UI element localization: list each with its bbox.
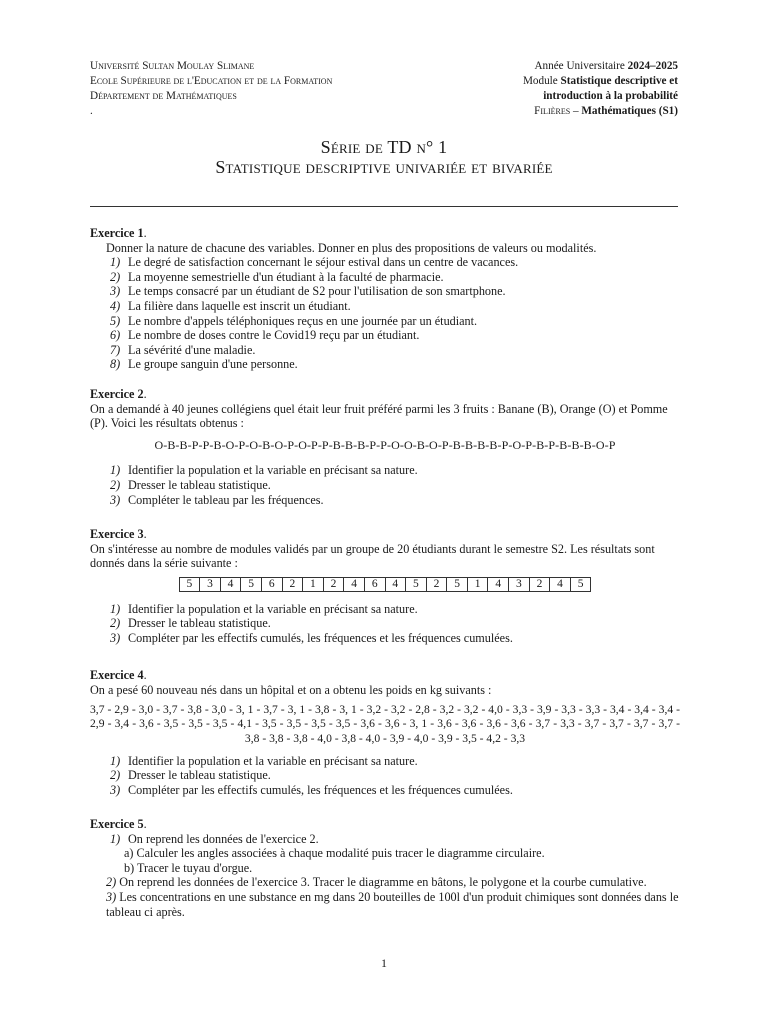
header-dot: . [90, 105, 93, 117]
value-cell: 2 [282, 577, 303, 591]
question-text: Compléter par les effectifs cumulés, les fréquences et les fréquences cumulées. [128, 782, 513, 797]
weights-list: 3,7 - 2,9 - 3,0 - 3,7 - 3,8 - 3,0 - 3, 1 - 3,7 - 3, 1 - 3,8 - 3, 1 - 3,2 - 3,2 - 2,8 - 3,2 - 3,2 - 4,0 - 3,3 - 3,9 - 3,3 - 3,3 - 3,4 - 3,4 - 3,4 - 2,9 - 3,4 - 3,6 - 3,5 - 3,5 - 3,5 - 4,1 - 3,5 - 3,5 - 3,5 - 3,5 - 3,6 - 3,6 - 3, 1 - 3,6 - 3,6 - 3,6 - 3,6 - 3,7 - 3,3 - 3,7 - 3,7 - 3,7 - 3,7 - 3,8 - 3,8 - 3,8 - 4,0 - 3,8 - 4,0 - 3,9 - 4,0 - 3,9 - 3,5 - 4,2 - 3,3 [90, 703, 680, 745]
department-name: Département de Mathématiques [90, 90, 237, 102]
exercise-5 [90, 817, 680, 919]
value-cell: 4 [550, 577, 571, 591]
title-divider [90, 206, 678, 207]
question-number: 5) [110, 313, 121, 328]
question-item [90, 299, 680, 314]
value-cell: 4 [220, 577, 241, 591]
question-text: Identifier la population et la variable en précisant sa nature. [128, 601, 418, 616]
value-cell: 4 [385, 577, 406, 591]
exercise-2-title: Exercice 2. [90, 387, 147, 401]
question-item [90, 270, 680, 285]
series-subtitle: Statistique descriptive univariée et bivariée [215, 157, 553, 177]
exercise-5-item-1a: a) Calculer les angles associées à chaque modalité puis tracer le diagramme circulaire. [124, 846, 545, 861]
value-cell: 5 [447, 577, 468, 591]
question-item [90, 328, 680, 343]
university-name: Université Sultan Moulay Slimane [90, 60, 255, 72]
series-title: Série de TD n° 1 [320, 137, 448, 157]
filiere: Filières – Mathématiques (S1) [534, 105, 678, 117]
question-number: 3) [110, 284, 121, 299]
question-text: Compléter le tableau par les fréquences. [128, 492, 324, 507]
question-number: 6) [110, 328, 121, 343]
value-cell: 5 [241, 577, 262, 591]
question-number: 2) [110, 616, 121, 631]
exercise-1-intro: Donner la nature de chacune des variables. Donner en plus des propositions de valeurs ou modalités. [106, 240, 597, 255]
question-text: Dresser le tableau statistique. [128, 768, 271, 783]
school-name: Ecole Supérieure de l'Education et de la Formation [90, 75, 333, 87]
exercise-4-title: Exercice 4. [90, 668, 147, 682]
question-item [90, 463, 680, 478]
question-text: Compléter par les effectifs cumulés, les fréquences et les fréquences cumulées. [128, 630, 513, 645]
value-cell: 5 [179, 577, 200, 591]
question-text: Dresser le tableau statistique. [128, 616, 271, 631]
value-cell: 3 [200, 577, 221, 591]
question-number: 3) [110, 782, 121, 797]
modules-values-table [179, 577, 592, 592]
question-number: 2) [110, 768, 121, 783]
course-info-block [523, 59, 678, 119]
question-number: 7) [110, 342, 121, 357]
exercise-5-title: Exercice 5. [90, 817, 147, 831]
value-cell: 5 [570, 577, 591, 591]
fruit-sequence: O-B-B-P-P-B-O-P-O-B-O-P-O-P-P-B-B-B-P-P-O-O-B-O-P-B-B-B-B-P-O-P-B-P-B-B-B-O-P [154, 437, 616, 452]
value-cell: 6 [261, 577, 282, 591]
value-cell: 1 [303, 577, 324, 591]
question-text: Le degré de satisfaction concernant le séjour estival dans un centre de vacances. [128, 255, 519, 270]
value-cell: 4 [344, 577, 365, 591]
module-name: Module Statistique descriptive et [522, 75, 678, 87]
question-item [90, 343, 680, 358]
question-number: 4) [110, 298, 121, 313]
exercise-1 [90, 226, 680, 372]
question-item [90, 754, 680, 769]
question-number: 3) [110, 492, 121, 507]
question-number: 1) [110, 255, 121, 270]
exercise-3-title: Exercice 3. [90, 527, 147, 541]
question-text: La sévérité d'une maladie. [128, 342, 256, 357]
exercise-5-item-1b: b) Tracer le tuyau d'orgue. [124, 860, 253, 875]
question-item [90, 255, 680, 270]
question-item [90, 631, 680, 646]
academic-year: Année Universitaire 2024–2025 [534, 60, 678, 72]
exercise-5-item-1: 1) On reprend les données de l'exercice 2. [110, 831, 319, 846]
question-item [90, 314, 680, 329]
question-item [90, 783, 680, 798]
question-item [90, 493, 680, 508]
question-item [90, 478, 680, 493]
value-cell: 1 [467, 577, 488, 591]
exercise-5-item-3: 3) Les concentrations en une substance en mg dans 20 bouteilles de 100l d'un produit chimiques sont données dans le tableau ci après. [106, 889, 679, 919]
question-text: La moyenne semestrielle d'un étudiant à la faculté de pharmacie. [128, 269, 444, 284]
question-number: 2) [110, 269, 121, 284]
question-number: 3) [110, 630, 121, 645]
value-cell: 6 [364, 577, 385, 591]
question-text: Dresser le tableau statistique. [128, 477, 271, 492]
question-number: 2) [110, 477, 121, 492]
question-number: 1) [110, 601, 121, 616]
value-cell: 4 [488, 577, 509, 591]
exercise-4-intro: On a pesé 60 nouveau nés dans un hôpital et on a obtenu les poids en kg suivants : [90, 682, 492, 697]
question-item [90, 284, 680, 299]
exercise-3 [90, 527, 680, 646]
question-text: Le groupe sanguin d'une personne. [128, 357, 298, 372]
question-number: 1) [110, 463, 121, 478]
value-cell: 2 [323, 577, 344, 591]
page-number: 1 [381, 956, 387, 970]
exercise-4 [90, 668, 680, 798]
value-cell: 3 [509, 577, 530, 591]
module-name-line2: introduction à la probabilité [543, 90, 678, 102]
question-text: Le nombre d'appels téléphoniques reçus en une journée par un étudiant. [128, 313, 478, 328]
question-number: 8) [110, 357, 121, 372]
question-item [90, 602, 680, 617]
question-item [90, 768, 680, 783]
exercise-3-intro: On s'intéresse au nombre de modules validés par un groupe de 20 étudiants durant le semestre S2. Les résultats sont donnés dans la série suivante : [90, 541, 655, 571]
institution-block [90, 59, 332, 119]
question-text: Identifier la population et la variable en précisant sa nature. [128, 463, 418, 478]
question-text: Le nombre de doses contre le Covid19 reçu par un étudiant. [128, 328, 420, 343]
question-number: 1) [110, 753, 121, 768]
exercise-5-item-2: 2) On reprend les données de l'exercice 3. Tracer le diagramme en bâtons, le polygone et la courbe cumulative. [106, 875, 647, 890]
question-text: La filière dans laquelle est inscrit un étudiant. [128, 298, 351, 313]
question-item [90, 357, 680, 372]
value-cell: 5 [406, 577, 427, 591]
question-text: Le temps consacré par un étudiant de S2 pour l'utilisation de son smartphone. [128, 284, 506, 299]
question-text: Identifier la population et la variable en précisant sa nature. [128, 753, 418, 768]
exercise-1-title: Exercice 1. [90, 226, 147, 240]
value-cell: 2 [426, 577, 447, 591]
exercise-2 [90, 387, 680, 507]
exercise-2-intro: On a demandé à 40 jeunes collégiens quel était leur fruit préféré parmi les 3 fruits : Banane (B), Orange (O) et Pomme (P). Voici les résultats obtenus : [90, 401, 668, 431]
question-item [90, 616, 680, 631]
value-cell: 2 [529, 577, 550, 591]
